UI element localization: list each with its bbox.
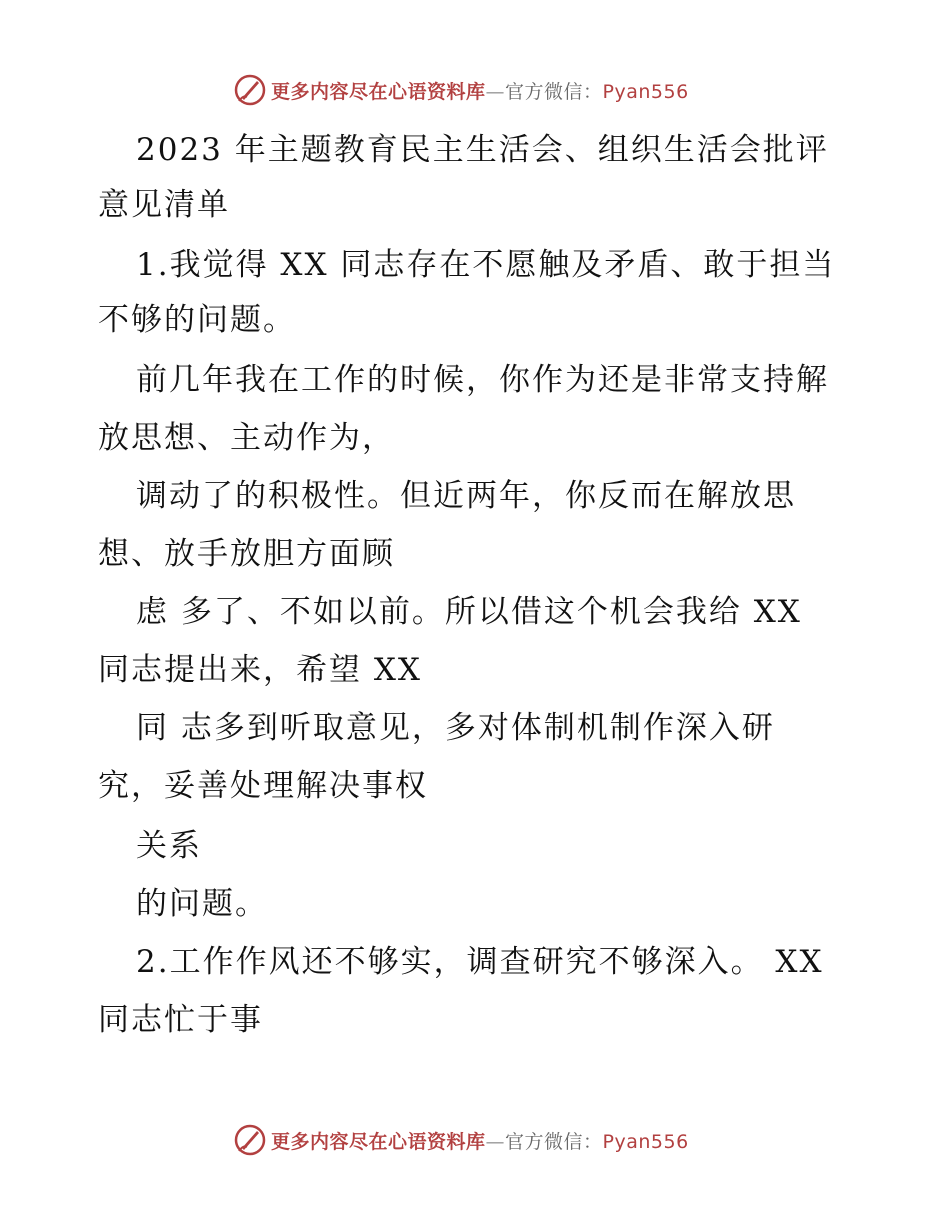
- paragraph-line: 关系: [136, 828, 202, 864]
- watermark-text: [271, 1127, 689, 1154]
- paragraph-line: 同 志多到听取意见，多对体制机制作深入研: [136, 710, 775, 746]
- title-line-1: 2023 年主题教育民主生活会、组织生活会批评: [136, 132, 829, 168]
- watermark-text: [271, 77, 689, 104]
- watermark-wechat-label: 官方微信：: [505, 1130, 603, 1153]
- paragraph-line: 同志忙于事: [98, 1002, 263, 1038]
- paragraph-line: 不够的问题。: [98, 302, 296, 338]
- watermark-dash: —: [485, 80, 506, 103]
- paragraph-line: 放思想、主动作为，: [98, 420, 395, 456]
- watermark-brand: 更多内容尽在心语资料库: [271, 80, 486, 103]
- quill-logo-icon: [233, 73, 267, 107]
- watermark-wechat-id: Pyan556: [602, 1130, 689, 1153]
- paragraph-line: 1.我觉得 XX 同志存在不愿触及矛盾、敢于担当: [136, 247, 836, 283]
- paragraph-line: 的问题。: [136, 886, 268, 922]
- paragraph-line: 想、放手放胆方面顾: [98, 536, 395, 572]
- watermark-wechat-id: Pyan556: [602, 80, 689, 103]
- watermark-dash: —: [485, 1130, 506, 1153]
- footer-watermark: [233, 1120, 733, 1160]
- paragraph-line: 究，妥善处理解决事权: [98, 768, 428, 804]
- paragraph-line: 调动了的积极性。但近两年，你反而在解放思: [136, 478, 796, 514]
- watermark-wechat-label: 官方微信：: [505, 80, 603, 103]
- paragraph-line: 同志提出来，希望 XX: [98, 652, 422, 688]
- watermark-brand: 更多内容尽在心语资料库: [271, 1130, 486, 1153]
- quill-logo-icon: [233, 1123, 267, 1157]
- header-watermark: [233, 70, 733, 110]
- paragraph-line: 前几年我在工作的时候，你作为还是非常支持解: [136, 362, 829, 398]
- paragraph-line: 虑 多了、不如以前。所以借这个机会我给 XX: [136, 594, 802, 630]
- title-line-2: 意见清单: [98, 187, 230, 223]
- paragraph-line: 2.工作作风还不够实，调查研究不够深入。 XX: [136, 944, 824, 980]
